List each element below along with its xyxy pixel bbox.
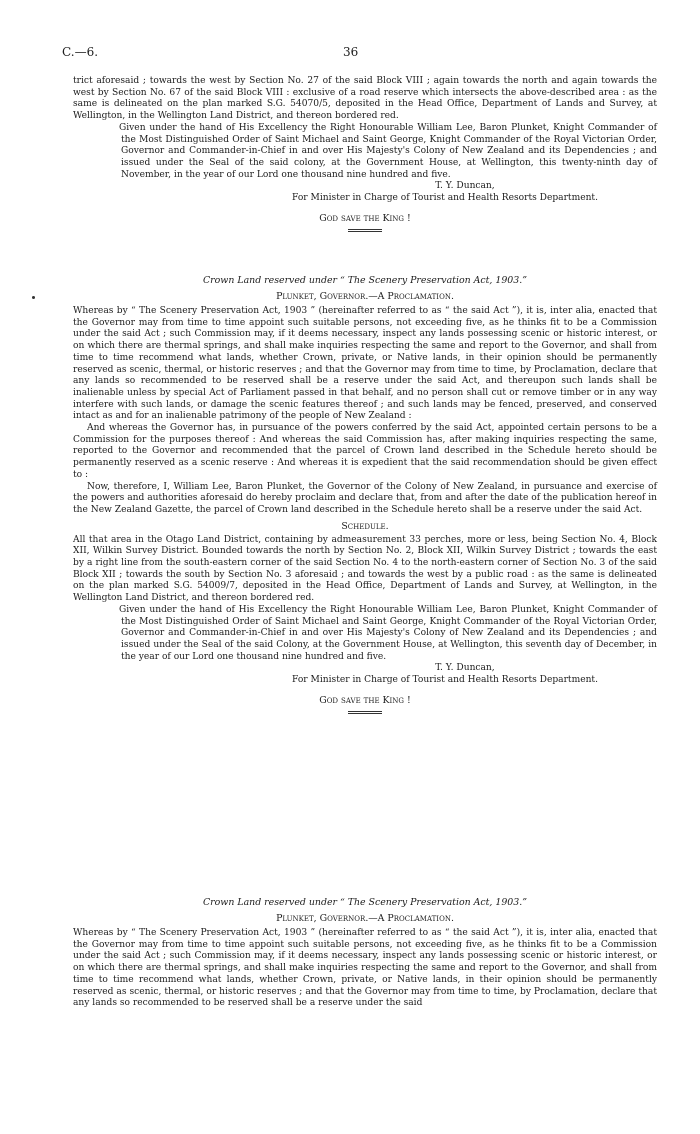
proclamation-line: Plunket, Governor.—A Proclamation. (276, 913, 454, 924)
section-divider (348, 229, 382, 232)
proclamation-notice (73, 275, 657, 720)
given-under-hand-paragraph: Given under the hand of His Excellency the Right Honourable William Lee, Baron Plunket, Knight Commander of the Most Distinguished Order of Saint Michael and Saint George, Knight Commander of the Royal Victorian Order, Governor and Commander-in-Chief in and over His Majesty's Colony of New Zealand and its Dependencies ; and issued under the Seal of the said Colony, at the Government House, at Wellington, this seventh day of December, in the year of our Lord one thousand nine hundred and five. (119, 604, 657, 662)
now-therefore-paragraph: Now, therefore, I, William Lee, Baron Plunket, the Governor of the Colony of New Zealand, in pursuance and exercise of the powers and authorities aforesaid do hereby proclaim and declare that, from and after the date of the publication hereof in the New Zealand Gazette, the parcel of Crown land described in the Schedule hereto shall be a reserve under the said Act. (73, 481, 657, 515)
notice-heading: Crown Land reserved under “ The Scenery Preservation Act, 1903.” (203, 275, 527, 286)
schedule-paragraph: All that area in the Otago Land District, containing by admeasurement 33 perches, more or less, being Section No. 4, Block XII, Wilkin Survey District. Bounded towards the north by Section No. 2, Block XII, Wilkin Survey District ; towards the east by a right line from the south-eastern corner of the said Section No. 4 to the north-eastern corner of Section No. 3 of the said Block XII ; towards the south by Section No. 3 aforesaid ; and towards the west by a public road : as the same is delineated on the plan marked S.G. 54009/7, deposited in the Head Office, Department of Lands and Survey, at Wellington, in the Wellington Land District, and thereon bordered red. (73, 534, 657, 604)
given-under-hand-paragraph: Given under the hand of His Excellency the Right Honourable William Lee, Baron Plunket, Knight Commander of the Most Distinguished Order of Saint Michael and Saint George, Knight Commander of the Royal Victorian Order, Governor and Commander-in-Chief in and over His Majesty's Colony of New Zealand and its Dependencies ; and issued under the Seal of the said colony, at the Government House, at Wellington, this twenty-ninth day of November, in the year of our Lord one thousand nine hundred and five. (119, 122, 657, 180)
section-divider (348, 711, 382, 714)
schedule-title: Schedule. (341, 520, 389, 532)
notice-continuation (73, 76, 657, 238)
whereas-paragraph: Whereas by “ The Scenery Preservation Act, 1903 ” (hereinafter referred to as “ the said Act ”), it is, inter alia, enacted that the Governor may from time to time appoint such suitable persons, not exceeding five, as he thinks fit to be a Commission under the said Act ; such Commission may, if it deems necessary, inspect any lands possessing scenic or historic interest, or on which there are thermal springs, and shall make inquiries respecting the same and report to the Governor, and shall from time to time recommend what lands, whether Crown, private, or Native lands, in their opinion should be permanently reserved as scenic, thermal, or historic reserves ; and that the Governor may from time to time, by Proclamation, declare that any lands so recommended to be reserved shall be a reserve under the said (73, 928, 657, 1009)
document-reference: C.—6. (62, 45, 99, 59)
signatory-title: For Minister in Charge of Tourist and Health Resorts Department. (292, 193, 598, 204)
signatory-name: T. Y. Duncan, (435, 181, 495, 192)
whereas-paragraph: Whereas by “ The Scenery Preservation Act, 1903 ” (hereinafter referred to as “ the said Act ”), it is, inter alia, enacted that the Governor may from time to time appoint such suitable persons, not exceeding five, as he thinks fit to be a Commission under the said Act ; such Commission may, if it deems necessary, inspect any lands possessing scenic or historic interest, or on which there are thermal springs, and shall make inquiries respecting the same and report to the Governor, and shall from time to time recommend what lands, whether Crown, private, or Native lands, in their opinion should be permanently reserved as scenic, thermal, or historic reserves ; and that the Governor may from time to time, by Proclamation, declare that any lands so recommended to be reserved shall be a reserve under the said Act, and thereupon such lands shall be inalienable unless by special Act of Parliament passed in that behalf, and no person shall cut or remove timber or in any way interfere with such lands, or damage the scenic features thereof ; and such lands may be fenced, preserved, and conserved intact as and for an inalienable patrimony of the people of New Zealand : (73, 306, 657, 422)
page-number: 36 (343, 45, 359, 59)
signatory-name: T. Y. Duncan, (435, 663, 495, 674)
and-whereas-paragraph: And whereas the Governor has, in pursuance of the powers conferred by the said Act, appointed certain persons to be a Commission for the purposes thereof : And whereas the said Commission has, after making inquiries respecting the same, reported to the Governor and recommended that the parcel of Crown land described in the Schedule hereto should be permanently reserved as a scenic reserve : And whereas it is expedient that the said recommendation should be given effect to : (73, 423, 657, 480)
proclamation-notice-next (73, 897, 657, 1010)
closing-line: God save the King ! (319, 212, 411, 224)
signatory-title: For Minister in Charge of Tourist and Health Resorts Department. (292, 675, 598, 686)
margin-mark (32, 296, 35, 299)
continuation-paragraph: trict aforesaid ; towards the west by Section No. 27 of the said Block VIII ; again towards the north and again towards the west by Section No. 67 of the said Block VIII : exclusive of a road reserve which intersects the above-described area : as the same is delineated on the plan marked S.G. 54070/5, deposited in the Head Office, Department of Lands and Survey, at Wellington, in the Wellington Land District, and thereon bordered red. (73, 76, 657, 122)
proclamation-line: Plunket, Governor.—A Proclamation. (276, 291, 454, 302)
closing-line: God save the King ! (319, 694, 411, 706)
notice-heading: Crown Land reserved under “ The Scenery Preservation Act, 1903.” (203, 897, 527, 908)
